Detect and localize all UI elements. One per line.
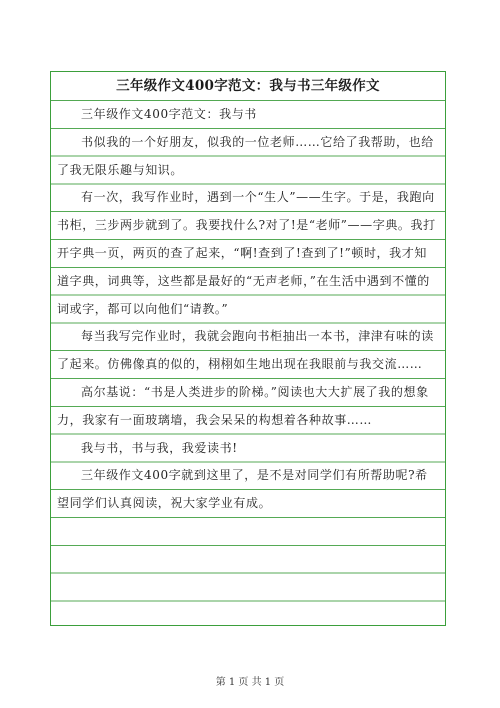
essay-title: 三年级作文400字范文：我与书三年级作文 — [51, 72, 445, 101]
essay-paragraph: 我与书，书与我，我爱读书! — [81, 440, 238, 455]
essay-body — [51, 101, 445, 626]
essay-sheet — [50, 71, 446, 626]
essay-paragraph: 三年级作文400字范文：我与书 — [81, 107, 257, 121]
essay-paragraph: 有一次，我写作业时，遇到一个“生人”——生字。于是，我跑向书柜，三步两步就到了。我要找什么?对了!是“老师”——字典。我打开字典一页，两页的查了起来，“啊!查到了!查到了!”顿时，我才知道字典，词典等，这些都是最好的“无声老师，”在生活中遇到不懂的词或字，都可以向他们“请教。” — [57, 190, 436, 316]
essay-paragraph: 书似我的一个好朋友，似我的一位老师……它给了我帮助，也给了我无限乐趣与知识。 — [57, 134, 434, 177]
essay-paragraph: 高尔基说：“书是人类进步的阶梯。”阅读也大大扩展了我的想象力，我家有一面玻璃墙，我会呆呆的构想着各种故事…… — [57, 384, 429, 427]
essay-paragraph: 三年级作文400字就到这里了，是不是对同学们有所帮助呢?希望同学们认真阅读，祝大家学业有成。 — [57, 468, 428, 511]
page-footer: 第 1 页 共 1 页 — [215, 677, 285, 688]
essay-paragraph: 每当我写完作业时，我就会跑向书柜抽出一本书，津津有味的读了起来。仿佛像真的似的，栩栩如生地出现在我眼前与我交流…… — [57, 329, 434, 372]
